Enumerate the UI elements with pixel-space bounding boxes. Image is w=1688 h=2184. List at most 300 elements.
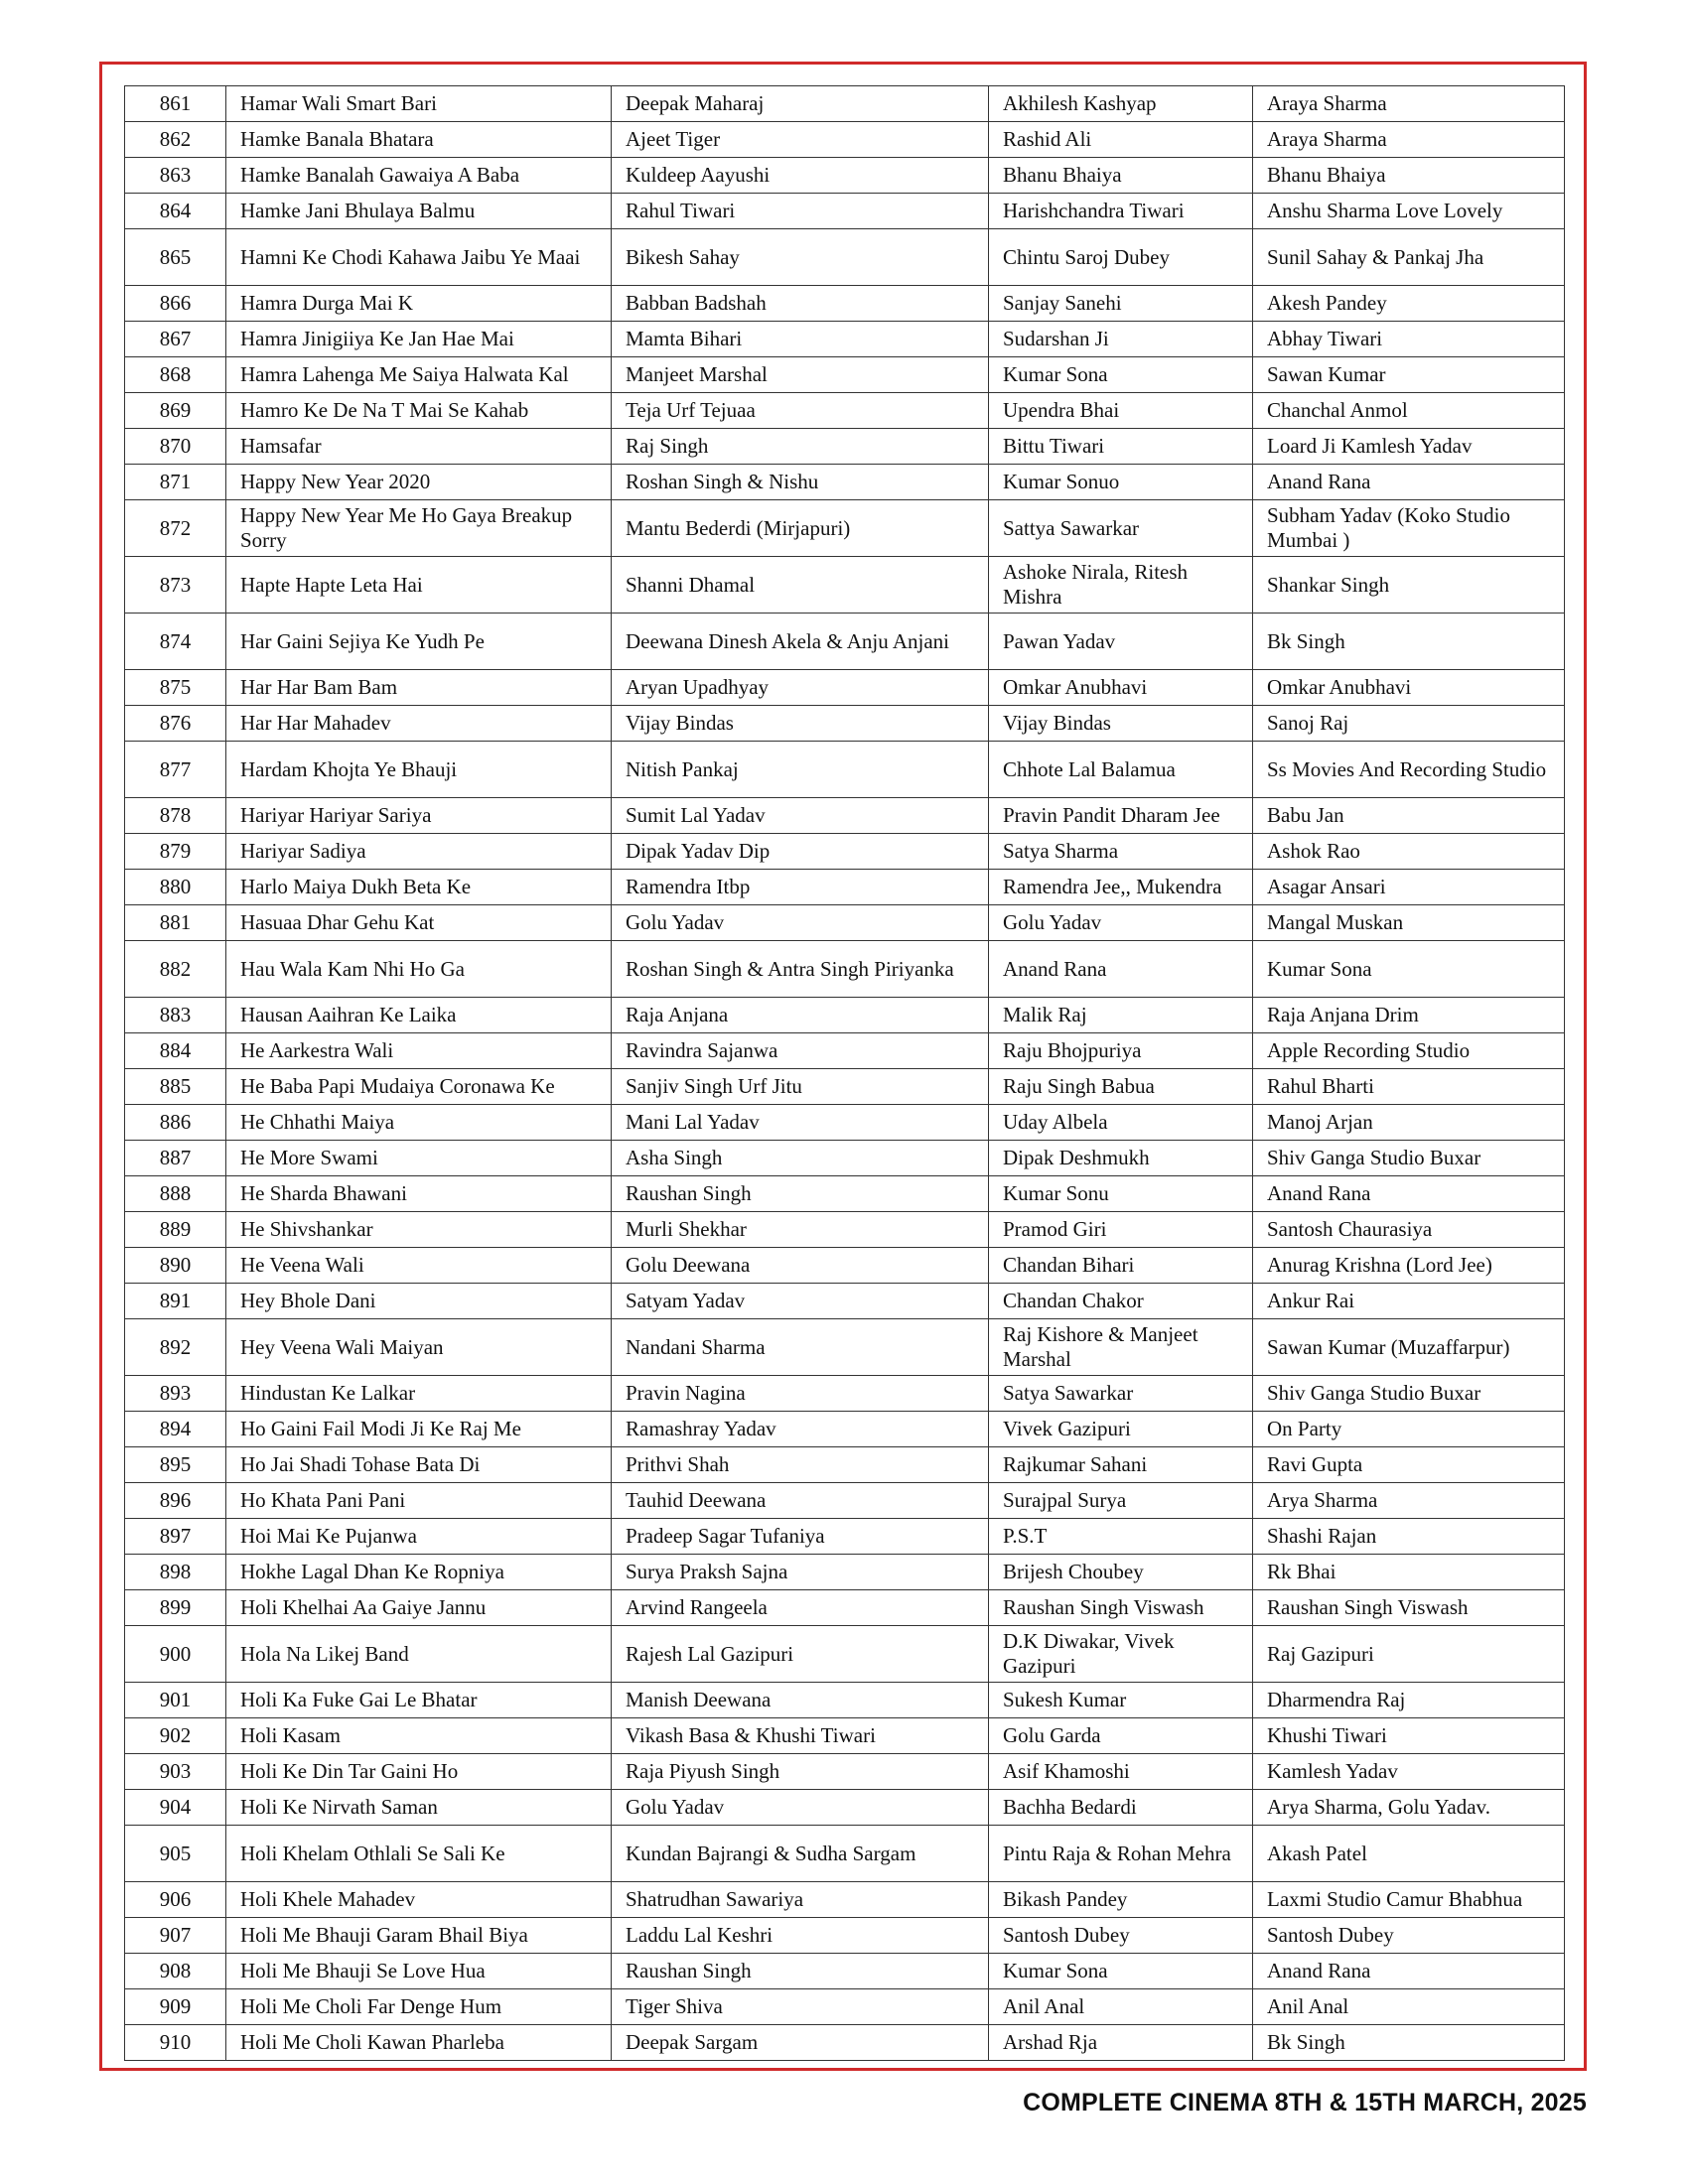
table-row xyxy=(125,670,1565,706)
cell-music: Anurag Krishna (Lord Jee) xyxy=(1253,1248,1565,1284)
cell-number: 873 xyxy=(125,557,226,614)
table-row xyxy=(125,1319,1565,1376)
table-row xyxy=(125,1882,1565,1918)
cell-singer: Roshan Singh & Nishu xyxy=(612,465,989,500)
cell-singer: Vikash Basa & Khushi Tiwari xyxy=(612,1718,989,1754)
cell-singer: Sanjiv Singh Urf Jitu xyxy=(612,1069,989,1105)
cell-number: 884 xyxy=(125,1033,226,1069)
cell-song-title: Hausan Aaihran Ke Laika xyxy=(226,998,612,1033)
cell-number: 880 xyxy=(125,870,226,905)
cell-lyricist: Sanjay Sanehi xyxy=(989,286,1253,322)
cell-lyricist: Arshad Rja xyxy=(989,2025,1253,2061)
cell-music: Loard Ji Kamlesh Yadav xyxy=(1253,429,1565,465)
cell-singer: Dipak Yadav Dip xyxy=(612,834,989,870)
cell-music: Arya Sharma xyxy=(1253,1483,1565,1519)
cell-singer: Rahul Tiwari xyxy=(612,194,989,229)
cell-music: Araya Sharma xyxy=(1253,86,1565,122)
cell-lyricist: Bhanu Bhaiya xyxy=(989,158,1253,194)
cell-song-title: Holi Kasam xyxy=(226,1718,612,1754)
cell-lyricist: Golu Yadav xyxy=(989,905,1253,941)
table-row xyxy=(125,1718,1565,1754)
cell-lyricist: Raushan Singh Viswash xyxy=(989,1590,1253,1626)
cell-music: Santosh Chaurasiya xyxy=(1253,1212,1565,1248)
cell-number: 862 xyxy=(125,122,226,158)
cell-song-title: Hey Veena Wali Maiyan xyxy=(226,1319,612,1376)
cell-number: 875 xyxy=(125,670,226,706)
cell-music: Raj Gazipuri xyxy=(1253,1626,1565,1683)
cell-number: 901 xyxy=(125,1683,226,1718)
cell-number: 889 xyxy=(125,1212,226,1248)
cell-music: Sawan Kumar (Muzaffarpur) xyxy=(1253,1319,1565,1376)
cell-number: 886 xyxy=(125,1105,226,1141)
cell-song-title: Har Gaini Sejiya Ke Yudh Pe xyxy=(226,614,612,670)
cell-singer: Tiger Shiva xyxy=(612,1989,989,2025)
cell-singer: Shanni Dhamal xyxy=(612,557,989,614)
cell-song-title: Hamra Lahenga Me Saiya Halwata Kal xyxy=(226,357,612,393)
table-row xyxy=(125,429,1565,465)
cell-number: 887 xyxy=(125,1141,226,1176)
cell-number: 883 xyxy=(125,998,226,1033)
cell-music: Anil Anal xyxy=(1253,1989,1565,2025)
table-row xyxy=(125,1590,1565,1626)
cell-singer: Roshan Singh & Antra Singh Piriyanka xyxy=(612,941,989,998)
cell-lyricist: P.S.T xyxy=(989,1519,1253,1555)
cell-music: Ss Movies And Recording Studio xyxy=(1253,742,1565,798)
cell-music: Arya Sharma, Golu Yadav. xyxy=(1253,1790,1565,1826)
cell-song-title: Holi Me Bhauji Se Love Hua xyxy=(226,1954,612,1989)
cell-song-title: Hamra Jinigiiya Ke Jan Hae Mai xyxy=(226,322,612,357)
cell-song-title: Hariyar Hariyar Sariya xyxy=(226,798,612,834)
table-row xyxy=(125,742,1565,798)
cell-song-title: He Baba Papi Mudaiya Coronawa Ke xyxy=(226,1069,612,1105)
cell-music: Mangal Muskan xyxy=(1253,905,1565,941)
table-row xyxy=(125,1447,1565,1483)
table-row xyxy=(125,1412,1565,1447)
cell-lyricist: D.K Diwakar, Vivek Gazipuri xyxy=(989,1626,1253,1683)
cell-number: 863 xyxy=(125,158,226,194)
cell-song-title: Holi Me Choli Kawan Pharleba xyxy=(226,2025,612,2061)
cell-music: Ankur Rai xyxy=(1253,1284,1565,1319)
cell-number: 902 xyxy=(125,1718,226,1754)
table-row xyxy=(125,905,1565,941)
table-row xyxy=(125,229,1565,286)
cell-number: 881 xyxy=(125,905,226,941)
cell-singer: Aryan Upadhyay xyxy=(612,670,989,706)
cell-singer: Manish Deewana xyxy=(612,1683,989,1718)
cell-lyricist: Omkar Anubhavi xyxy=(989,670,1253,706)
cell-music: Shiv Ganga Studio Buxar xyxy=(1253,1141,1565,1176)
cell-song-title: Hoi Mai Ke Pujanwa xyxy=(226,1519,612,1555)
cell-number: 898 xyxy=(125,1555,226,1590)
cell-song-title: Hamke Banalah Gawaiya A Baba xyxy=(226,158,612,194)
cell-lyricist: Akhilesh Kashyap xyxy=(989,86,1253,122)
cell-number: 882 xyxy=(125,941,226,998)
cell-singer: Pravin Nagina xyxy=(612,1376,989,1412)
footer-publication: COMPLETE CINEMA 8TH & 15TH MARCH, 2025 xyxy=(1023,2089,1587,2116)
cell-music: On Party xyxy=(1253,1412,1565,1447)
table-row xyxy=(125,870,1565,905)
cell-song-title: Holi Ke Nirvath Saman xyxy=(226,1790,612,1826)
cell-lyricist: Raj Kishore & Manjeet Marshal xyxy=(989,1319,1253,1376)
cell-song-title: Har Har Mahadev xyxy=(226,706,612,742)
cell-lyricist: Raju Bhojpuriya xyxy=(989,1033,1253,1069)
cell-number: 878 xyxy=(125,798,226,834)
table-row xyxy=(125,706,1565,742)
cell-singer: Pradeep Sagar Tufaniya xyxy=(612,1519,989,1555)
cell-lyricist: Pintu Raja & Rohan Mehra xyxy=(989,1826,1253,1882)
cell-music: Apple Recording Studio xyxy=(1253,1033,1565,1069)
cell-song-title: Hamro Ke De Na T Mai Se Kahab xyxy=(226,393,612,429)
cell-lyricist: Chandan Chakor xyxy=(989,1284,1253,1319)
cell-music: Araya Sharma xyxy=(1253,122,1565,158)
cell-song-title: He Chhathi Maiya xyxy=(226,1105,612,1141)
cell-lyricist: Harishchandra Tiwari xyxy=(989,194,1253,229)
cell-singer: Raushan Singh xyxy=(612,1176,989,1212)
cell-music: Akash Patel xyxy=(1253,1826,1565,1882)
cell-song-title: Holi Ke Din Tar Gaini Ho xyxy=(226,1754,612,1790)
cell-singer: Prithvi Shah xyxy=(612,1447,989,1483)
cell-number: 871 xyxy=(125,465,226,500)
table-row xyxy=(125,1033,1565,1069)
cell-song-title: Happy New Year 2020 xyxy=(226,465,612,500)
cell-music: Rahul Bharti xyxy=(1253,1069,1565,1105)
cell-number: 870 xyxy=(125,429,226,465)
cell-music: Abhay Tiwari xyxy=(1253,322,1565,357)
cell-song-title: Ho Gaini Fail Modi Ji Ke Raj Me xyxy=(226,1412,612,1447)
cell-music: Subham Yadav (Koko Studio Mumbai ) xyxy=(1253,500,1565,557)
cell-number: 888 xyxy=(125,1176,226,1212)
cell-singer: Raja Anjana xyxy=(612,998,989,1033)
cell-song-title: Hindustan Ke Lalkar xyxy=(226,1376,612,1412)
cell-lyricist: Chandan Bihari xyxy=(989,1248,1253,1284)
cell-song-title: Happy New Year Me Ho Gaya Breakup Sorry xyxy=(226,500,612,557)
cell-lyricist: Pravin Pandit Dharam Jee xyxy=(989,798,1253,834)
cell-number: 896 xyxy=(125,1483,226,1519)
cell-singer: Deepak Maharaj xyxy=(612,86,989,122)
cell-music: Bhanu Bhaiya xyxy=(1253,158,1565,194)
cell-music: Shankar Singh xyxy=(1253,557,1565,614)
cell-lyricist: Kumar Sona xyxy=(989,357,1253,393)
cell-lyricist: Upendra Bhai xyxy=(989,393,1253,429)
song-credits-table xyxy=(124,85,1565,2061)
cell-number: 910 xyxy=(125,2025,226,2061)
cell-music: Shashi Rajan xyxy=(1253,1519,1565,1555)
cell-number: 894 xyxy=(125,1412,226,1447)
cell-song-title: Holi Me Bhauji Garam Bhail Biya xyxy=(226,1918,612,1954)
table-row xyxy=(125,500,1565,557)
cell-song-title: Hamra Durga Mai K xyxy=(226,286,612,322)
cell-number: 865 xyxy=(125,229,226,286)
cell-number: 867 xyxy=(125,322,226,357)
cell-singer: Bikesh Sahay xyxy=(612,229,989,286)
cell-lyricist: Sattya Sawarkar xyxy=(989,500,1253,557)
cell-music: Manoj Arjan xyxy=(1253,1105,1565,1141)
cell-number: 869 xyxy=(125,393,226,429)
cell-singer: Ramashray Yadav xyxy=(612,1412,989,1447)
cell-lyricist: Vivek Gazipuri xyxy=(989,1412,1253,1447)
cell-singer: Golu Deewana xyxy=(612,1248,989,1284)
cell-song-title: Hamni Ke Chodi Kahawa Jaibu Ye Maai xyxy=(226,229,612,286)
table-row xyxy=(125,1918,1565,1954)
cell-lyricist: Kumar Sonu xyxy=(989,1176,1253,1212)
cell-singer: Shatrudhan Sawariya xyxy=(612,1882,989,1918)
cell-song-title: Hamke Banala Bhatara xyxy=(226,122,612,158)
cell-music: Bk Singh xyxy=(1253,614,1565,670)
table-row xyxy=(125,194,1565,229)
cell-lyricist: Ramendra Jee,, Mukendra xyxy=(989,870,1253,905)
cell-lyricist: Satya Sawarkar xyxy=(989,1376,1253,1412)
cell-number: 864 xyxy=(125,194,226,229)
table-row xyxy=(125,557,1565,614)
table-row xyxy=(125,1176,1565,1212)
cell-lyricist: Pawan Yadav xyxy=(989,614,1253,670)
cell-lyricist: Sudarshan Ji xyxy=(989,322,1253,357)
table-row xyxy=(125,834,1565,870)
cell-music: Dharmendra Raj xyxy=(1253,1683,1565,1718)
table-row xyxy=(125,322,1565,357)
cell-music: Sawan Kumar xyxy=(1253,357,1565,393)
cell-song-title: Har Har Bam Bam xyxy=(226,670,612,706)
cell-lyricist: Rashid Ali xyxy=(989,122,1253,158)
table-row xyxy=(125,941,1565,998)
cell-singer: Babban Badshah xyxy=(612,286,989,322)
cell-number: 908 xyxy=(125,1954,226,1989)
cell-singer: Murli Shekhar xyxy=(612,1212,989,1248)
table-row xyxy=(125,158,1565,194)
cell-song-title: Hola Na Likej Band xyxy=(226,1626,612,1683)
cell-lyricist: Raju Singh Babua xyxy=(989,1069,1253,1105)
table-row xyxy=(125,1105,1565,1141)
cell-song-title: He Aarkestra Wali xyxy=(226,1033,612,1069)
table-row xyxy=(125,357,1565,393)
cell-music: Asagar Ansari xyxy=(1253,870,1565,905)
cell-number: 891 xyxy=(125,1284,226,1319)
table-row xyxy=(125,122,1565,158)
cell-singer: Vijay Bindas xyxy=(612,706,989,742)
cell-number: 895 xyxy=(125,1447,226,1483)
cell-singer: Mani Lal Yadav xyxy=(612,1105,989,1141)
cell-singer: Mantu Bederdi (Mirjapuri) xyxy=(612,500,989,557)
table-row xyxy=(125,286,1565,322)
cell-number: 907 xyxy=(125,1918,226,1954)
cell-number: 900 xyxy=(125,1626,226,1683)
cell-song-title: He More Swami xyxy=(226,1141,612,1176)
cell-song-title: He Shivshankar xyxy=(226,1212,612,1248)
cell-lyricist: Malik Raj xyxy=(989,998,1253,1033)
cell-singer: Teja Urf Tejuaa xyxy=(612,393,989,429)
cell-song-title: Ho Khata Pani Pani xyxy=(226,1483,612,1519)
cell-music: Omkar Anubhavi xyxy=(1253,670,1565,706)
cell-lyricist: Anand Rana xyxy=(989,941,1253,998)
cell-singer: Golu Yadav xyxy=(612,1790,989,1826)
table-row xyxy=(125,1483,1565,1519)
cell-song-title: Hamsafar xyxy=(226,429,612,465)
table-row xyxy=(125,614,1565,670)
cell-number: 904 xyxy=(125,1790,226,1826)
cell-song-title: Hariyar Sadiya xyxy=(226,834,612,870)
cell-music: Kamlesh Yadav xyxy=(1253,1754,1565,1790)
cell-number: 890 xyxy=(125,1248,226,1284)
cell-music: Chanchal Anmol xyxy=(1253,393,1565,429)
cell-song-title: Hamar Wali Smart Bari xyxy=(226,86,612,122)
table-row xyxy=(125,1284,1565,1319)
cell-music: Rk Bhai xyxy=(1253,1555,1565,1590)
cell-lyricist: Bachha Bedardi xyxy=(989,1790,1253,1826)
cell-singer: Asha Singh xyxy=(612,1141,989,1176)
cell-lyricist: Santosh Dubey xyxy=(989,1918,1253,1954)
cell-number: 866 xyxy=(125,286,226,322)
cell-lyricist: Golu Garda xyxy=(989,1718,1253,1754)
cell-song-title: Holi Ka Fuke Gai Le Bhatar xyxy=(226,1683,612,1718)
cell-music: Anand Rana xyxy=(1253,1954,1565,1989)
table-row xyxy=(125,1069,1565,1105)
cell-music: Kumar Sona xyxy=(1253,941,1565,998)
cell-music: Raja Anjana Drim xyxy=(1253,998,1565,1033)
table-row xyxy=(125,1141,1565,1176)
table-row xyxy=(125,1826,1565,1882)
cell-lyricist: Vijay Bindas xyxy=(989,706,1253,742)
table-row xyxy=(125,998,1565,1033)
cell-singer: Tauhid Deewana xyxy=(612,1483,989,1519)
cell-number: 879 xyxy=(125,834,226,870)
cell-singer: Laddu Lal Keshri xyxy=(612,1918,989,1954)
cell-number: 872 xyxy=(125,500,226,557)
table-row xyxy=(125,1683,1565,1718)
cell-music: Anand Rana xyxy=(1253,1176,1565,1212)
table-row xyxy=(125,1989,1565,2025)
cell-number: 892 xyxy=(125,1319,226,1376)
cell-song-title: Hardam Khojta Ye Bhauji xyxy=(226,742,612,798)
cell-singer: Golu Yadav xyxy=(612,905,989,941)
cell-lyricist: Pramod Giri xyxy=(989,1212,1253,1248)
cell-music: Anshu Sharma Love Lovely xyxy=(1253,194,1565,229)
cell-lyricist: Bittu Tiwari xyxy=(989,429,1253,465)
cell-lyricist: Asif Khamoshi xyxy=(989,1754,1253,1790)
table-body xyxy=(125,86,1565,2061)
cell-number: 861 xyxy=(125,86,226,122)
cell-music: Bk Singh xyxy=(1253,2025,1565,2061)
cell-lyricist: Kumar Sonuo xyxy=(989,465,1253,500)
cell-singer: Manjeet Marshal xyxy=(612,357,989,393)
table-row xyxy=(125,798,1565,834)
table-row xyxy=(125,1212,1565,1248)
cell-singer: Raj Singh xyxy=(612,429,989,465)
cell-music: Sunil Sahay & Pankaj Jha xyxy=(1253,229,1565,286)
cell-singer: Sumit Lal Yadav xyxy=(612,798,989,834)
cell-number: 906 xyxy=(125,1882,226,1918)
cell-song-title: Holi Me Choli Far Denge Hum xyxy=(226,1989,612,2025)
cell-number: 874 xyxy=(125,614,226,670)
cell-music: Khushi Tiwari xyxy=(1253,1718,1565,1754)
cell-number: 877 xyxy=(125,742,226,798)
cell-singer: Deepak Sargam xyxy=(612,2025,989,2061)
cell-lyricist: Uday Albela xyxy=(989,1105,1253,1141)
cell-music: Akesh Pandey xyxy=(1253,286,1565,322)
cell-song-title: Ho Jai Shadi Tohase Bata Di xyxy=(226,1447,612,1483)
table-row xyxy=(125,1626,1565,1683)
table-row xyxy=(125,1376,1565,1412)
cell-singer: Satyam Yadav xyxy=(612,1284,989,1319)
cell-lyricist: Rajkumar Sahani xyxy=(989,1447,1253,1483)
cell-singer: Kundan Bajrangi & Sudha Sargam xyxy=(612,1826,989,1882)
table-row xyxy=(125,1954,1565,1989)
cell-lyricist: Chhote Lal Balamua xyxy=(989,742,1253,798)
cell-music: Laxmi Studio Camur Bhabhua xyxy=(1253,1882,1565,1918)
cell-song-title: Hamke Jani Bhulaya Balmu xyxy=(226,194,612,229)
cell-singer: Nitish Pankaj xyxy=(612,742,989,798)
cell-singer: Raushan Singh xyxy=(612,1954,989,1989)
cell-number: 909 xyxy=(125,1989,226,2025)
cell-music: Ashok Rao xyxy=(1253,834,1565,870)
cell-number: 885 xyxy=(125,1069,226,1105)
cell-song-title: Holi Khele Mahadev xyxy=(226,1882,612,1918)
cell-number: 897 xyxy=(125,1519,226,1555)
cell-song-title: He Veena Wali xyxy=(226,1248,612,1284)
cell-song-title: Hey Bhole Dani xyxy=(226,1284,612,1319)
cell-lyricist: Dipak Deshmukh xyxy=(989,1141,1253,1176)
cell-lyricist: Brijesh Choubey xyxy=(989,1555,1253,1590)
table-row xyxy=(125,1790,1565,1826)
cell-singer: Deewana Dinesh Akela & Anju Anjani xyxy=(612,614,989,670)
table-row xyxy=(125,1248,1565,1284)
cell-song-title: Hau Wala Kam Nhi Ho Ga xyxy=(226,941,612,998)
cell-music: Santosh Dubey xyxy=(1253,1918,1565,1954)
cell-lyricist: Bikash Pandey xyxy=(989,1882,1253,1918)
cell-singer: Rajesh Lal Gazipuri xyxy=(612,1626,989,1683)
cell-music: Ravi Gupta xyxy=(1253,1447,1565,1483)
cell-lyricist: Chintu Saroj Dubey xyxy=(989,229,1253,286)
cell-singer: Mamta Bihari xyxy=(612,322,989,357)
table-row xyxy=(125,1519,1565,1555)
cell-singer: Nandani Sharma xyxy=(612,1319,989,1376)
cell-singer: Surya Praksh Sajna xyxy=(612,1555,989,1590)
table-row xyxy=(125,86,1565,122)
cell-number: 868 xyxy=(125,357,226,393)
cell-singer: Ajeet Tiger xyxy=(612,122,989,158)
cell-lyricist: Kumar Sona xyxy=(989,1954,1253,1989)
cell-song-title: Hasuaa Dhar Gehu Kat xyxy=(226,905,612,941)
table-row xyxy=(125,465,1565,500)
cell-singer: Arvind Rangeela xyxy=(612,1590,989,1626)
cell-lyricist: Satya Sharma xyxy=(989,834,1253,870)
cell-singer: Kuldeep Aayushi xyxy=(612,158,989,194)
table-row xyxy=(125,1555,1565,1590)
cell-lyricist: Surajpal Surya xyxy=(989,1483,1253,1519)
cell-singer: Raja Piyush Singh xyxy=(612,1754,989,1790)
cell-music: Anand Rana xyxy=(1253,465,1565,500)
cell-number: 903 xyxy=(125,1754,226,1790)
cell-song-title: Hapte Hapte Leta Hai xyxy=(226,557,612,614)
cell-number: 893 xyxy=(125,1376,226,1412)
cell-song-title: Hokhe Lagal Dhan Ke Ropniya xyxy=(226,1555,612,1590)
cell-song-title: Holi Khelam Othlali Se Sali Ke xyxy=(226,1826,612,1882)
cell-number: 876 xyxy=(125,706,226,742)
cell-lyricist: Anil Anal xyxy=(989,1989,1253,2025)
cell-singer: Ravindra Sajanwa xyxy=(612,1033,989,1069)
cell-music: Sanoj Raj xyxy=(1253,706,1565,742)
cell-music: Babu Jan xyxy=(1253,798,1565,834)
cell-singer: Ramendra Itbp xyxy=(612,870,989,905)
table-row xyxy=(125,393,1565,429)
cell-lyricist: Sukesh Kumar xyxy=(989,1683,1253,1718)
cell-music: Raushan Singh Viswash xyxy=(1253,1590,1565,1626)
cell-number: 905 xyxy=(125,1826,226,1882)
table-row xyxy=(125,1754,1565,1790)
cell-song-title: Harlo Maiya Dukh Beta Ke xyxy=(226,870,612,905)
table-row xyxy=(125,2025,1565,2061)
cell-lyricist: Ashoke Nirala, Ritesh Mishra xyxy=(989,557,1253,614)
cell-number: 899 xyxy=(125,1590,226,1626)
